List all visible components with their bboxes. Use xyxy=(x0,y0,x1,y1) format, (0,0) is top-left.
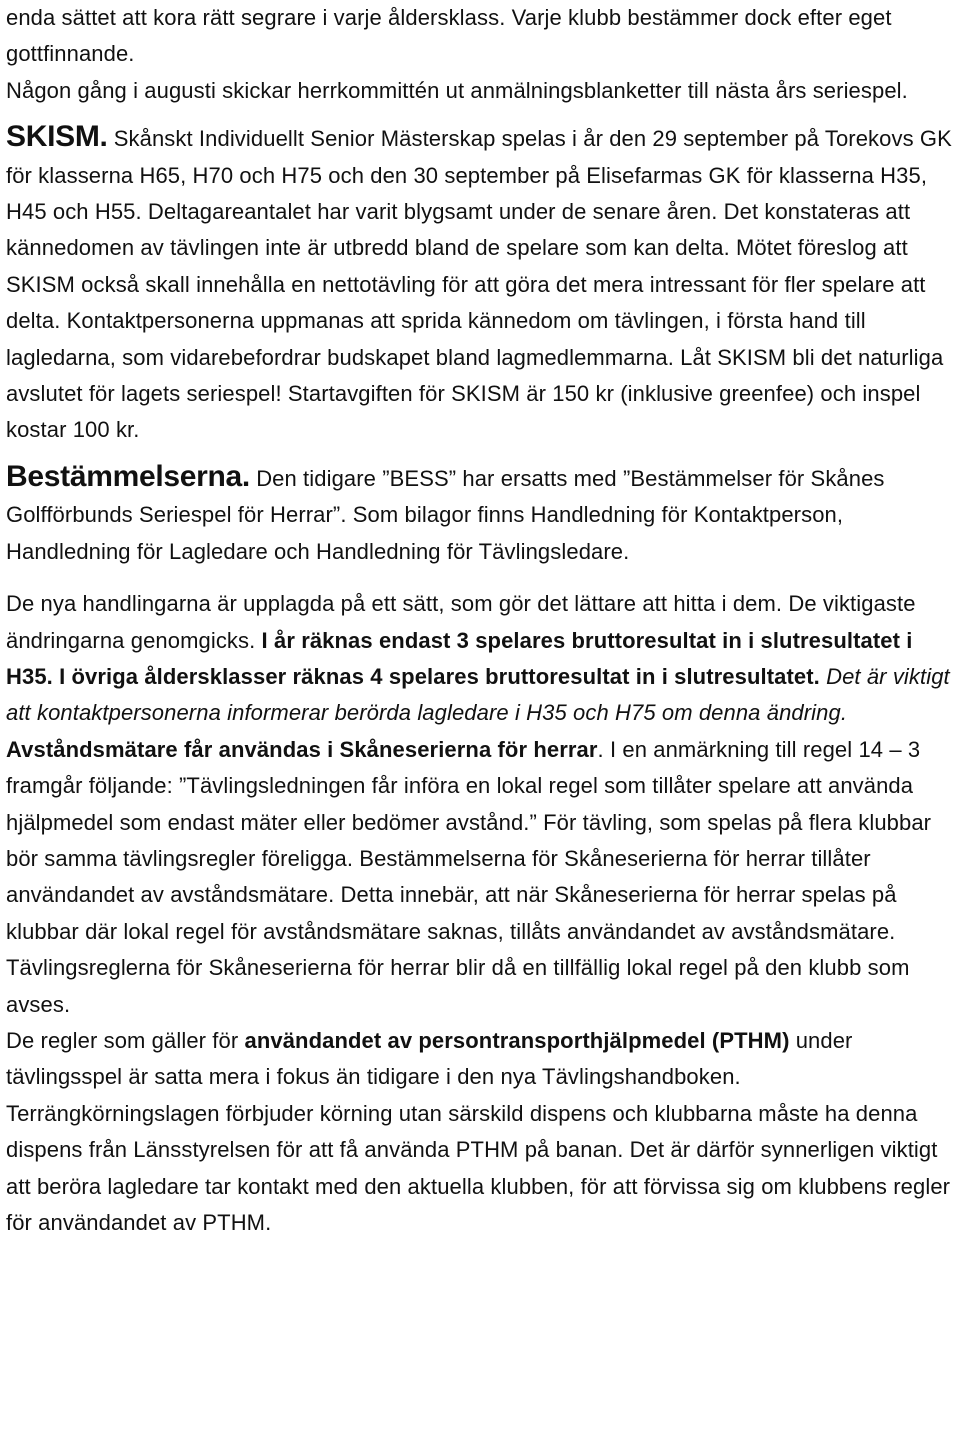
bestammelserna-heading: Bestämmelserna. xyxy=(6,459,250,493)
nya-paragraph xyxy=(6,586,952,732)
bestammelserna-paragraph xyxy=(6,459,952,570)
nya-italic-text: Det är viktigt att kontaktpersonerna informerar berörda lagledare i H35 och H75 om denna ändring. xyxy=(6,663,950,726)
pthm-bold-text: användandet av persontransporthjälpmedel (PTHM) xyxy=(244,1027,790,1053)
skism-text: Skånskt Individuellt Senior Mästerskap spelas i år den 29 september på Torekovs GK för klasserna H65, H70 och H75 och den 30 september på Elisefarmas GK för klasserna H35, H45 och H55. Deltagareantalet har varit blygsamt under de senare åren. Det konstateras att kännedomen av tävlingen inte är utbredd bland de spelare som kan delta. Mötet föreslog att SKISM också skall innehålla en nettotävling för att göra det mera intressant för fler spelare att delta. Kontaktpersonerna uppmanas att sprida kännedom om tävlingen, i första hand till lagledarna, som vidarebefordrar budskapet bland lagmedlemmarna. Låt SKISM bli det naturliga avslutet för lagets seriespel! Startavgiften för SKISM är 150 kr (inklusive greenfee) och inspel kostar 100 kr. xyxy=(6,126,952,443)
nya-bold-text: I år räknas endast 3 spelares bruttoresultat in i slutresultatet i H35. I övriga åldersklasser räknas 4 spelares bruttoresultat in i slutresultatet. xyxy=(6,627,913,689)
bestammelserna-text: Den tidigare ”BESS” har ersatts med ”Bestämmelser för Skånes Golfförbunds Seriespel för Herrar”. Som bilagor finns Handledning för Kontaktperson, Handledning för Lagledare och Handledning för Tävlingsledare. xyxy=(6,465,885,564)
skism-paragraph xyxy=(6,119,952,449)
intro-paragraph xyxy=(6,0,952,73)
notice-paragraph xyxy=(6,73,952,109)
intro-text: enda sättet att kora rätt segrare i varje åldersklass. Varje klubb bestämmer dock efter eget gottfinnande. xyxy=(6,5,892,67)
pthm-pre-text: De regler som gäller för xyxy=(6,1027,245,1053)
avstand-text: . I en anmärkning till regel 14 – 3 framgår följande: ”Tävlingsledningen får införa en lokal regel som tillåter spelare att använda hjälpmedel som endast mäter eller bedömer avstånd.” För tävling, som spelas på flera klubbar bör samma tävlingsregler föreligga. Bestämmelserna för Skåneserierna för herrar tillåter användandet av avståndsmätare. Detta innebär, att när Skåneserierna för herrar spelas på klubbar där lokal regel för avståndsmätare saknas, tillåts användandet av avståndsmätare. Tävlingsreglerna för Skåneserierna för herrar blir då en tillfällig lokal regel på den klubb som avses. xyxy=(6,736,932,1017)
avstand-heading: Avståndsmätare får användas i Skåneserierna för herrar xyxy=(6,736,598,762)
notice-text: Någon gång i augusti skickar herrkommittén ut anmälningsblanketter till nästa års seriespel. xyxy=(6,77,908,103)
pthm-text: under tävlingsspel är satta mera i fokus än tidigare i den nya Tävlingshandboken. Terrängkörningslagen förbjuder körning utan särskild dispens och klubbarna måste ha denna dispens från Länsstyrelsen för att få använda PTHM på banan. Det är därför synnerligen viktigt att beröra lagledare tar kontakt med den aktuella klubben, för att förvissa sig om klubbens regler för användandet av PTHM. xyxy=(6,1027,951,1235)
nya-text: De nya handlingarna är upplagda på ett sätt, som gör det lättare att hitta i dem. De viktigaste ändringarna genomgicks. xyxy=(6,591,916,653)
skism-heading: SKISM. xyxy=(6,120,108,154)
pthm-paragraph xyxy=(6,1023,952,1241)
avstand-paragraph xyxy=(6,732,952,1023)
